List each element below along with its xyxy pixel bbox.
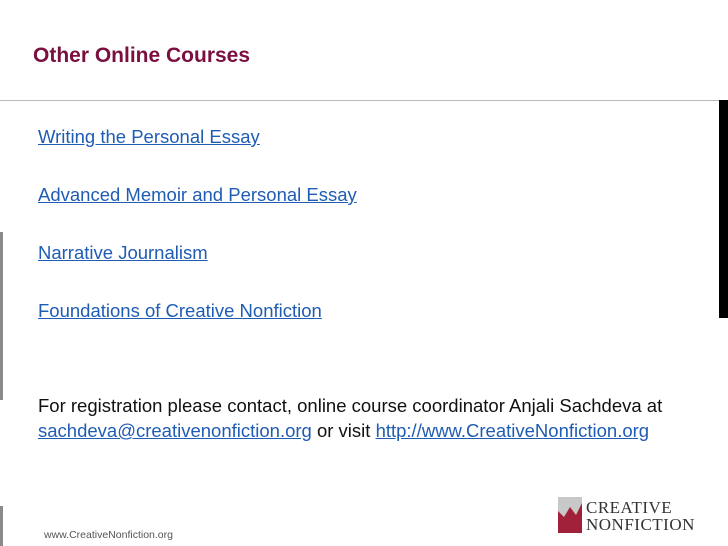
title-divider — [0, 100, 728, 101]
creative-nonfiction-logo — [558, 497, 698, 537]
left-edge-bar-lower — [0, 506, 3, 546]
course-links — [38, 126, 357, 358]
footer-url: www.CreativeNonfiction.org — [44, 529, 173, 541]
slide-title: Other Online Courses — [33, 44, 251, 67]
logo-line-2: NONFICTION — [586, 515, 695, 534]
logo-line-1: CREATIVE — [586, 498, 673, 517]
registration-text: For registration please contact, online course coordinator Anjali Sachdeva at — [38, 395, 663, 416]
logo-mark-icon — [558, 497, 582, 533]
course-link-writing-personal-essay[interactable]: Writing the Personal Essay — [38, 126, 260, 147]
course-link-foundations[interactable]: Foundations of Creative Nonfiction — [38, 300, 322, 321]
left-edge-bar — [0, 232, 3, 400]
right-edge-bar — [719, 100, 728, 318]
website-link[interactable]: http://www.CreativeNonfiction.org — [375, 420, 650, 441]
course-link-narrative-journalism[interactable]: Narrative Journalism — [38, 242, 208, 263]
logo-wordmark — [586, 499, 695, 533]
email-link[interactable]: sachdeva@creativenonfiction.org — [38, 420, 312, 441]
course-link-advanced-memoir[interactable]: Advanced Memoir and Personal Essay — [38, 184, 357, 205]
registration-paragraph — [38, 393, 708, 443]
registration-text-middle: or visit — [311, 420, 376, 441]
